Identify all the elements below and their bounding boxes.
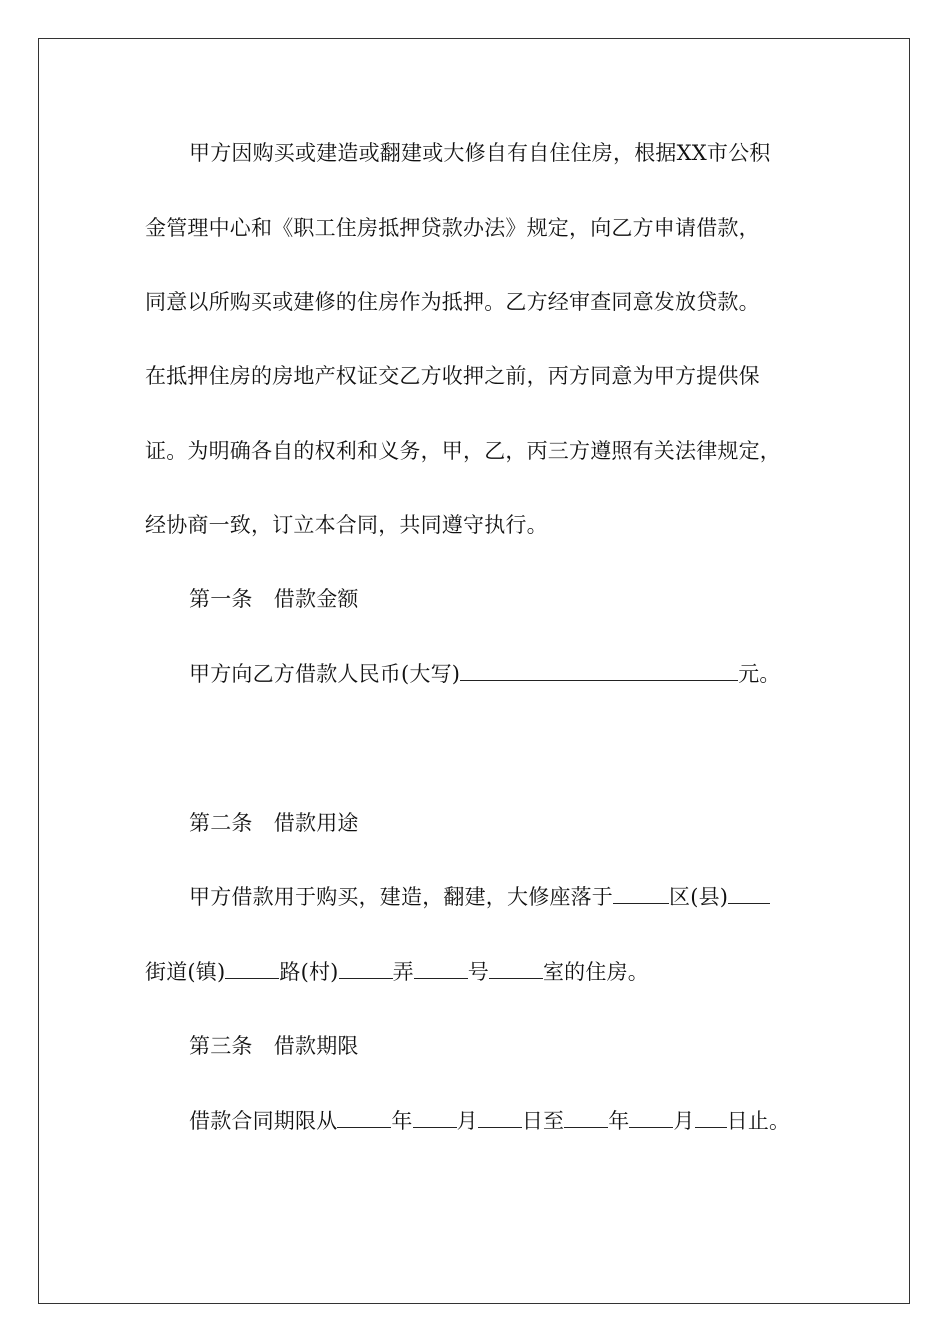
preamble-line-4: 在抵押住房的房地产权证交乙方收押之前，丙方同意为甲方提供保 <box>145 364 760 388</box>
preamble-line-3: 同意以所购买或建修的住房作为抵押。乙方经审查同意发放贷款。 <box>145 290 760 314</box>
end-year-label: 年 <box>608 1109 630 1133</box>
number-label: 号 <box>467 960 489 984</box>
start-month-field[interactable] <box>413 1109 457 1128</box>
road-blank-field[interactable] <box>339 960 393 979</box>
article-1-text: 甲方向乙方借款人民币(大写) <box>189 662 461 686</box>
road-label: 路(村) <box>279 960 339 984</box>
end-month-field[interactable] <box>629 1109 673 1128</box>
room-label: 室的住房。 <box>542 960 649 984</box>
start-day-field[interactable] <box>478 1109 522 1128</box>
article-2-text: 甲方借款用于购买，建造，翻建，大修座落于 <box>189 885 613 909</box>
district-label: 区(县) <box>669 885 729 909</box>
lane-label: 弄 <box>392 960 414 984</box>
article-1-unit: 元。 <box>738 662 781 686</box>
article-3-term-line <box>189 1106 790 1136</box>
article-2-line-1 <box>189 882 770 912</box>
end-day-label: 日止。 <box>726 1109 791 1133</box>
preamble-line-6: 经协商一致，订立本合同，共同遵守执行。 <box>145 513 548 537</box>
number-blank-field[interactable] <box>489 960 543 979</box>
street-blank-field[interactable] <box>225 960 279 979</box>
preamble-line-1: 甲方因购买或建造或翻建或大修自有自住住房，根据XX市公积 <box>189 141 771 165</box>
district-blank-field[interactable] <box>728 885 770 904</box>
article-1-heading: 第一条 借款金额 <box>189 587 359 611</box>
start-year-field[interactable] <box>337 1109 391 1128</box>
start-day-label: 日至 <box>521 1109 565 1133</box>
start-month-label: 月 <box>456 1109 478 1133</box>
end-month-label: 月 <box>673 1109 695 1133</box>
term-text: 借款合同期限从 <box>189 1109 338 1133</box>
location-blank-field[interactable] <box>613 885 669 904</box>
lane-blank-field[interactable] <box>414 960 468 979</box>
article-1-amount-line <box>189 659 781 689</box>
article-3-heading: 第三条 借款期限 <box>189 1034 359 1058</box>
preamble-line-5: 证。为明确各自的权利和义务，甲，乙，丙三方遵照有关法律规定， <box>145 439 781 463</box>
end-year-field[interactable] <box>564 1109 608 1128</box>
amount-blank-field[interactable] <box>460 662 738 681</box>
end-day-field[interactable] <box>695 1109 727 1128</box>
article-2-line-2 <box>145 957 649 987</box>
article-2-heading: 第二条 借款用途 <box>189 811 359 835</box>
start-year-label: 年 <box>391 1109 413 1133</box>
street-label: 街道(镇) <box>145 960 226 984</box>
preamble-line-2: 金管理中心和《职工住房抵押贷款办法》规定，向乙方申请借款， <box>145 216 760 240</box>
